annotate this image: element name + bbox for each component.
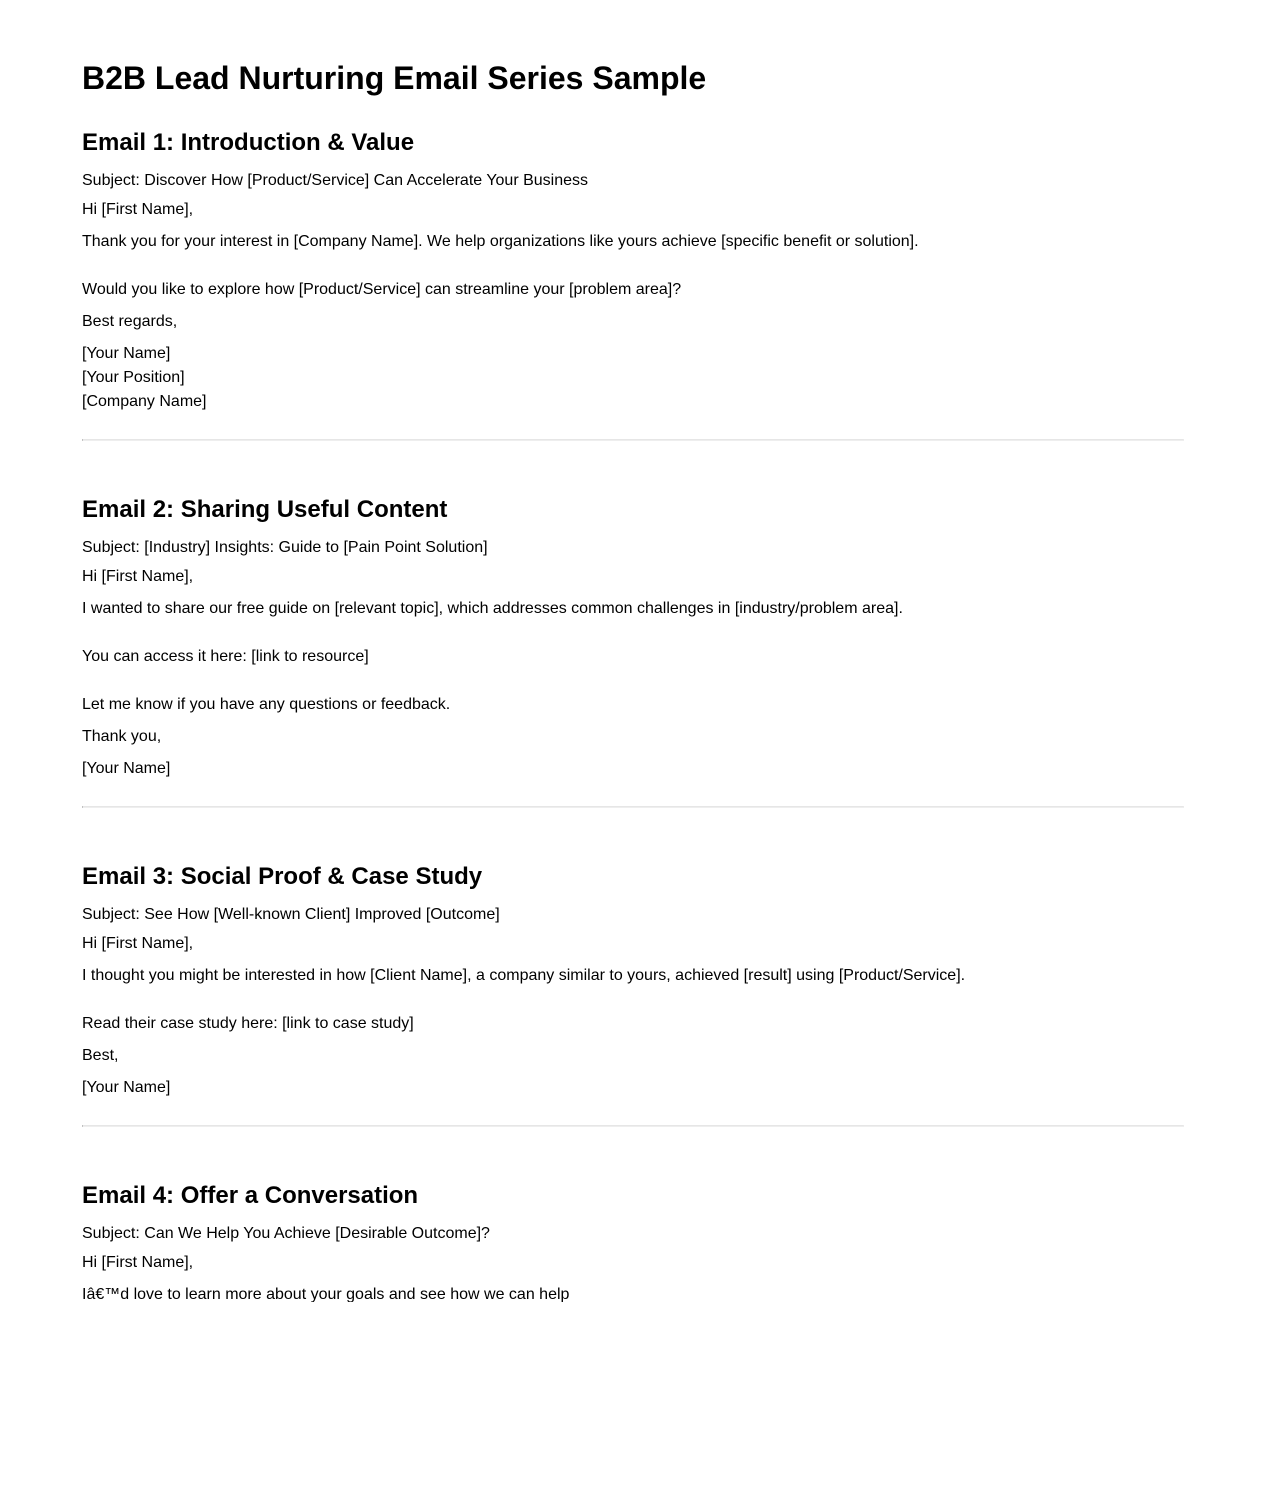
email-2-paragraph-2: You can access it here: [link to resource] [82, 648, 369, 665]
email-2-signature-name: [Your Name] [82, 760, 171, 777]
section-divider [82, 806, 1184, 808]
email-4-cutoff-region [82, 1283, 1182, 1302]
email-3-greeting: Hi [First Name], [82, 935, 194, 952]
email-2-closing: Thank you, [82, 728, 162, 745]
document-title: B2B Lead Nurturing Email Series Sample [82, 60, 707, 96]
email-2-subject: Subject: [Industry] Insights: Guide to [Pain Point Solution] [82, 539, 488, 556]
email-3-paragraph-1: I thought you might be interested in how [Client Name], a company similar to yours, achieved [result] using [Product/Service]. [82, 967, 966, 984]
email-4-paragraph-1: Iâ€™d love to learn more about your goals and see how we can help [82, 1286, 570, 1302]
email-1-signature-position: [Your Position] [82, 369, 185, 386]
email-4-greeting: Hi [First Name], [82, 1254, 194, 1271]
email-1-signature-name: [Your Name] [82, 345, 171, 362]
email-1-paragraph-1: Thank you for your interest in [Company Name]. We help organizations like yours achieve [specific benefit or solution]. [82, 233, 919, 250]
email-1-greeting: Hi [First Name], [82, 201, 194, 218]
email-3-heading: Email 3: Social Proof & Case Study [82, 863, 483, 890]
email-2-paragraph-1: I wanted to share our free guide on [relevant topic], which addresses common challenges in [industry/problem area]. [82, 600, 903, 617]
email-2-heading: Email 2: Sharing Useful Content [82, 496, 448, 523]
email-1-subject: Subject: Discover How [Product/Service] Can Accelerate Your Business [82, 172, 589, 189]
email-1-paragraph-2: Would you like to explore how [Product/Service] can streamline your [problem area]? [82, 281, 682, 298]
email-2-greeting: Hi [First Name], [82, 568, 194, 585]
section-divider [82, 1125, 1184, 1127]
section-divider [82, 439, 1184, 441]
email-3-closing: Best, [82, 1047, 119, 1064]
email-3-subject: Subject: See How [Well-known Client] Improved [Outcome] [82, 906, 500, 923]
email-3-paragraph-2: Read their case study here: [link to case study] [82, 1015, 414, 1032]
email-4-heading: Email 4: Offer a Conversation [82, 1182, 419, 1209]
email-1-closing: Best regards, [82, 313, 178, 330]
email-1-signature-company: [Company Name] [82, 393, 207, 410]
email-4-subject: Subject: Can We Help You Achieve [Desirable Outcome]? [82, 1225, 490, 1242]
email-3-signature-name: [Your Name] [82, 1079, 171, 1096]
email-1-heading: Email 1: Introduction & Value [82, 129, 415, 156]
email-2-paragraph-3: Let me know if you have any questions or feedback. [82, 696, 451, 713]
